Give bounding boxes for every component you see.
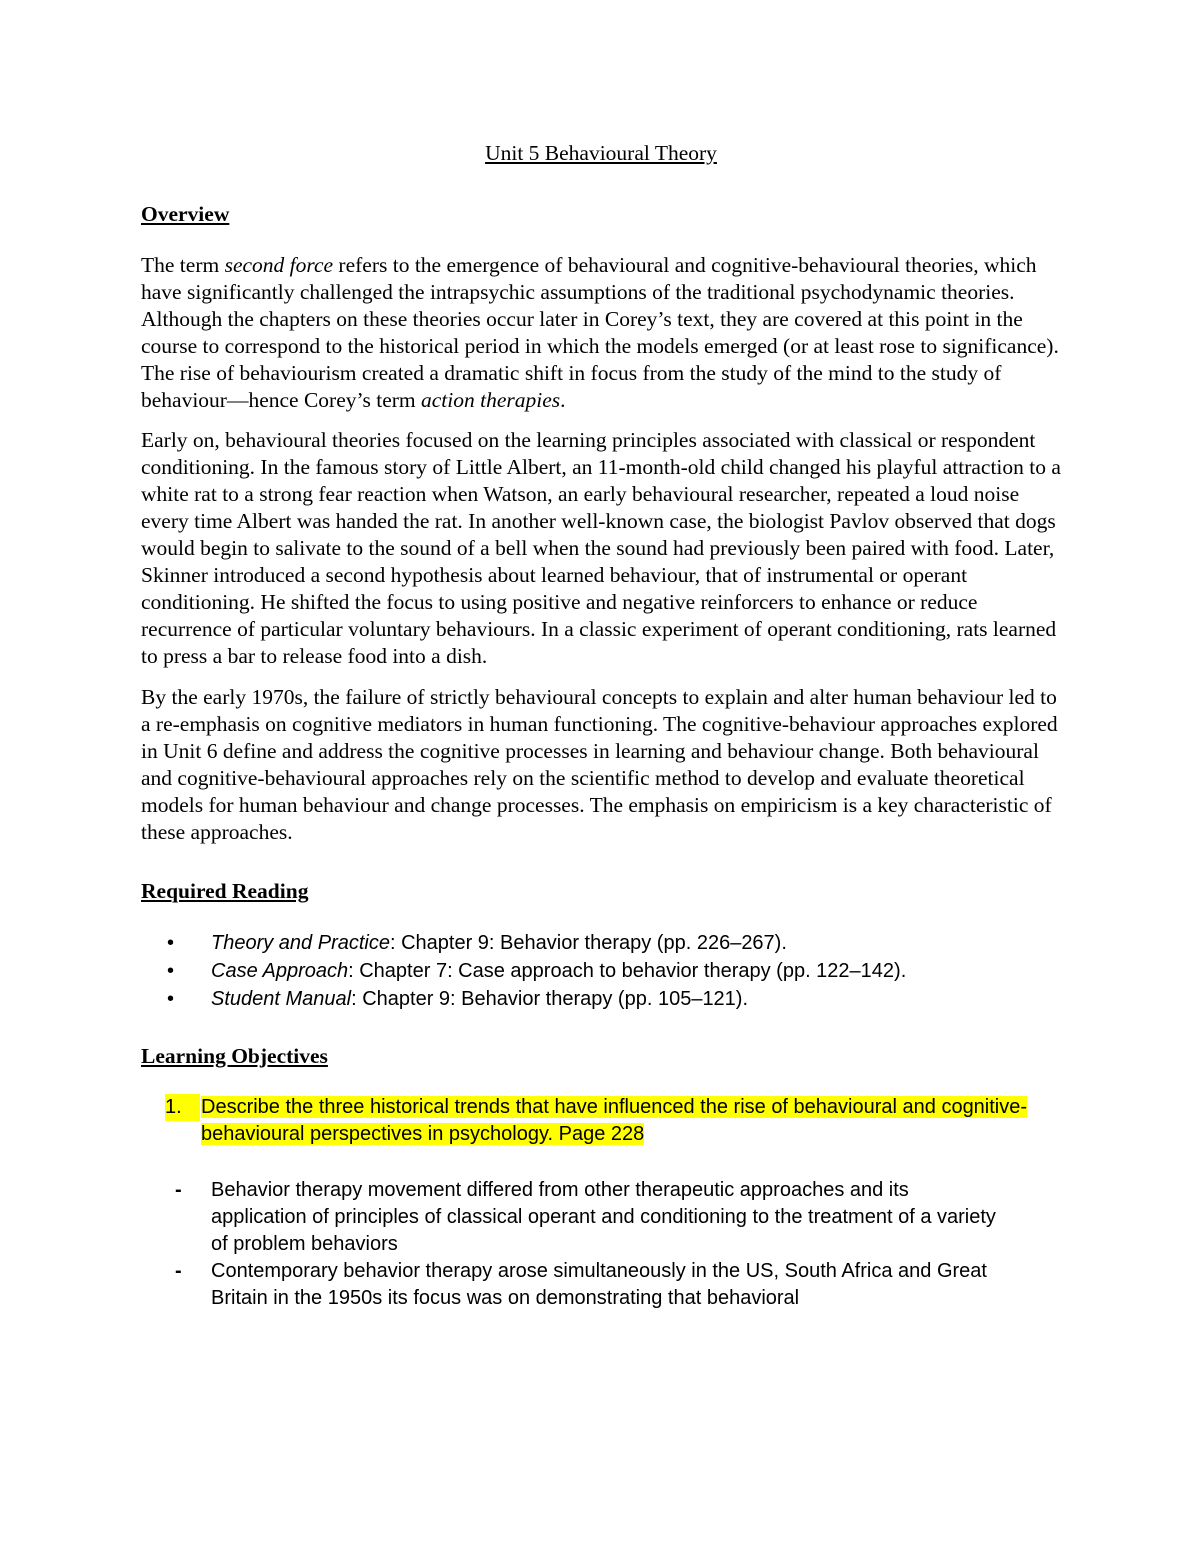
reading-details: : Chapter 7: Case approach to behavior therapy (pp. 122–142). <box>348 960 907 982</box>
reading-book-title: Theory and Practice <box>211 932 390 954</box>
notes-list <box>141 1177 1061 1312</box>
objective-text: Describe the three historical trends that have influenced the rise of behavioural and cognitive-behavioural perspectives in psychology. Page 228 <box>201 1096 1028 1145</box>
overview-heading: Overview <box>141 202 230 226</box>
p1-emphasis-action-therapies: action therapies <box>421 388 561 412</box>
bullet-icon: • <box>167 932 175 954</box>
required-reading-heading: Required Reading <box>141 879 309 903</box>
overview-paragraph-3: By the early 1970s, the failure of strictly behavioural concepts to explain and alter human behaviour led to a re-emphasis on cognitive mediators in human functioning. The cognitive-behaviour approaches explored in Unit 6 define and address the cognitive processes in learning and behaviour change. Both behavioural and cognitive-behavioural approaches rely on the scientific method to develop and evaluate theoretical models for human behaviour and change processes. The emphasis on empiricism is a key characteristic of these approaches. <box>141 685 1058 844</box>
overview-paragraph-2: Early on, behavioural theories focused on the learning principles associated with classical or respondent conditioning. In the famous story of Little Albert, an 11-month-old child changed his playful attraction to a white rat to a strong fear reaction when Watson, an early behavioural researcher, repeated a loud noise every time Albert was handed the rat. In another well-known case, the biologist Pavlov observed that dogs would begin to salivate to the sound of a bell when the sound had previously been paired with food. Later, Skinner introduced a second hypothesis about learned behaviour, that of instrumental or operant conditioning. He shifted the focus to using positive and negative reinforcers to enhance or reduce recurrence of particular voluntary behaviours. In a classic experiment of operant conditioning, rats learned to press a bar to release food into a dish. <box>141 428 1061 668</box>
p1-post: . <box>560 388 566 412</box>
p1-pre: The term <box>141 253 225 277</box>
bullet-icon: • <box>167 960 175 982</box>
learning-objectives-list <box>141 1094 1061 1148</box>
reading-book-title: Case Approach <box>211 960 349 982</box>
page-title: Unit 5 Behavioural Theory <box>485 141 717 165</box>
reading-item <box>141 929 1061 957</box>
objective-number: 1. <box>165 1094 200 1121</box>
note-text: Behavior therapy movement differed from other therapeutic approaches and its application of principles of classical operant and conditioning to the treatment of a variety of problem behaviors <box>211 1179 996 1255</box>
overview-paragraph-1 <box>141 252 1061 414</box>
dash-icon: - <box>175 1260 182 1282</box>
reading-details: : Chapter 9: Behavior therapy (pp. 105–121). <box>351 988 749 1010</box>
note-text: Contemporary behavior therapy arose simultaneously in the US, South Africa and Great Britain in the 1950s its focus was on demonstrating that behavioral <box>211 1260 987 1309</box>
reading-item <box>141 985 1061 1013</box>
bullet-icon: • <box>167 988 175 1010</box>
required-reading-list <box>141 929 1061 1013</box>
reading-book-title: Student Manual <box>211 988 352 1010</box>
dash-icon: - <box>175 1179 182 1201</box>
note-item <box>141 1177 1001 1258</box>
document-page <box>141 140 1061 1312</box>
objective-item <box>141 1094 1061 1148</box>
p1-mid: refers to the emergence of behavioural and cognitive-behavioural theories, which have significantly challenged the intrapsychic assumptions of the traditional psychodynamic theories. Although the chapters on these theories occur later in Corey’s text, they are covered at this point in the course to correspond to the historical period in which the models emerged (or at least rose to significance). The rise of behaviourism created a dramatic shift in focus from the study of the mind to the study of behaviour—hence Corey’s term <box>141 253 1059 412</box>
reading-details: : Chapter 9: Behavior therapy (pp. 226–267). <box>389 932 787 954</box>
note-item <box>141 1258 1001 1312</box>
p1-emphasis-second-force: second force <box>224 253 334 277</box>
learning-objectives-heading: Learning Objectives <box>141 1044 328 1068</box>
reading-item <box>141 957 1061 985</box>
